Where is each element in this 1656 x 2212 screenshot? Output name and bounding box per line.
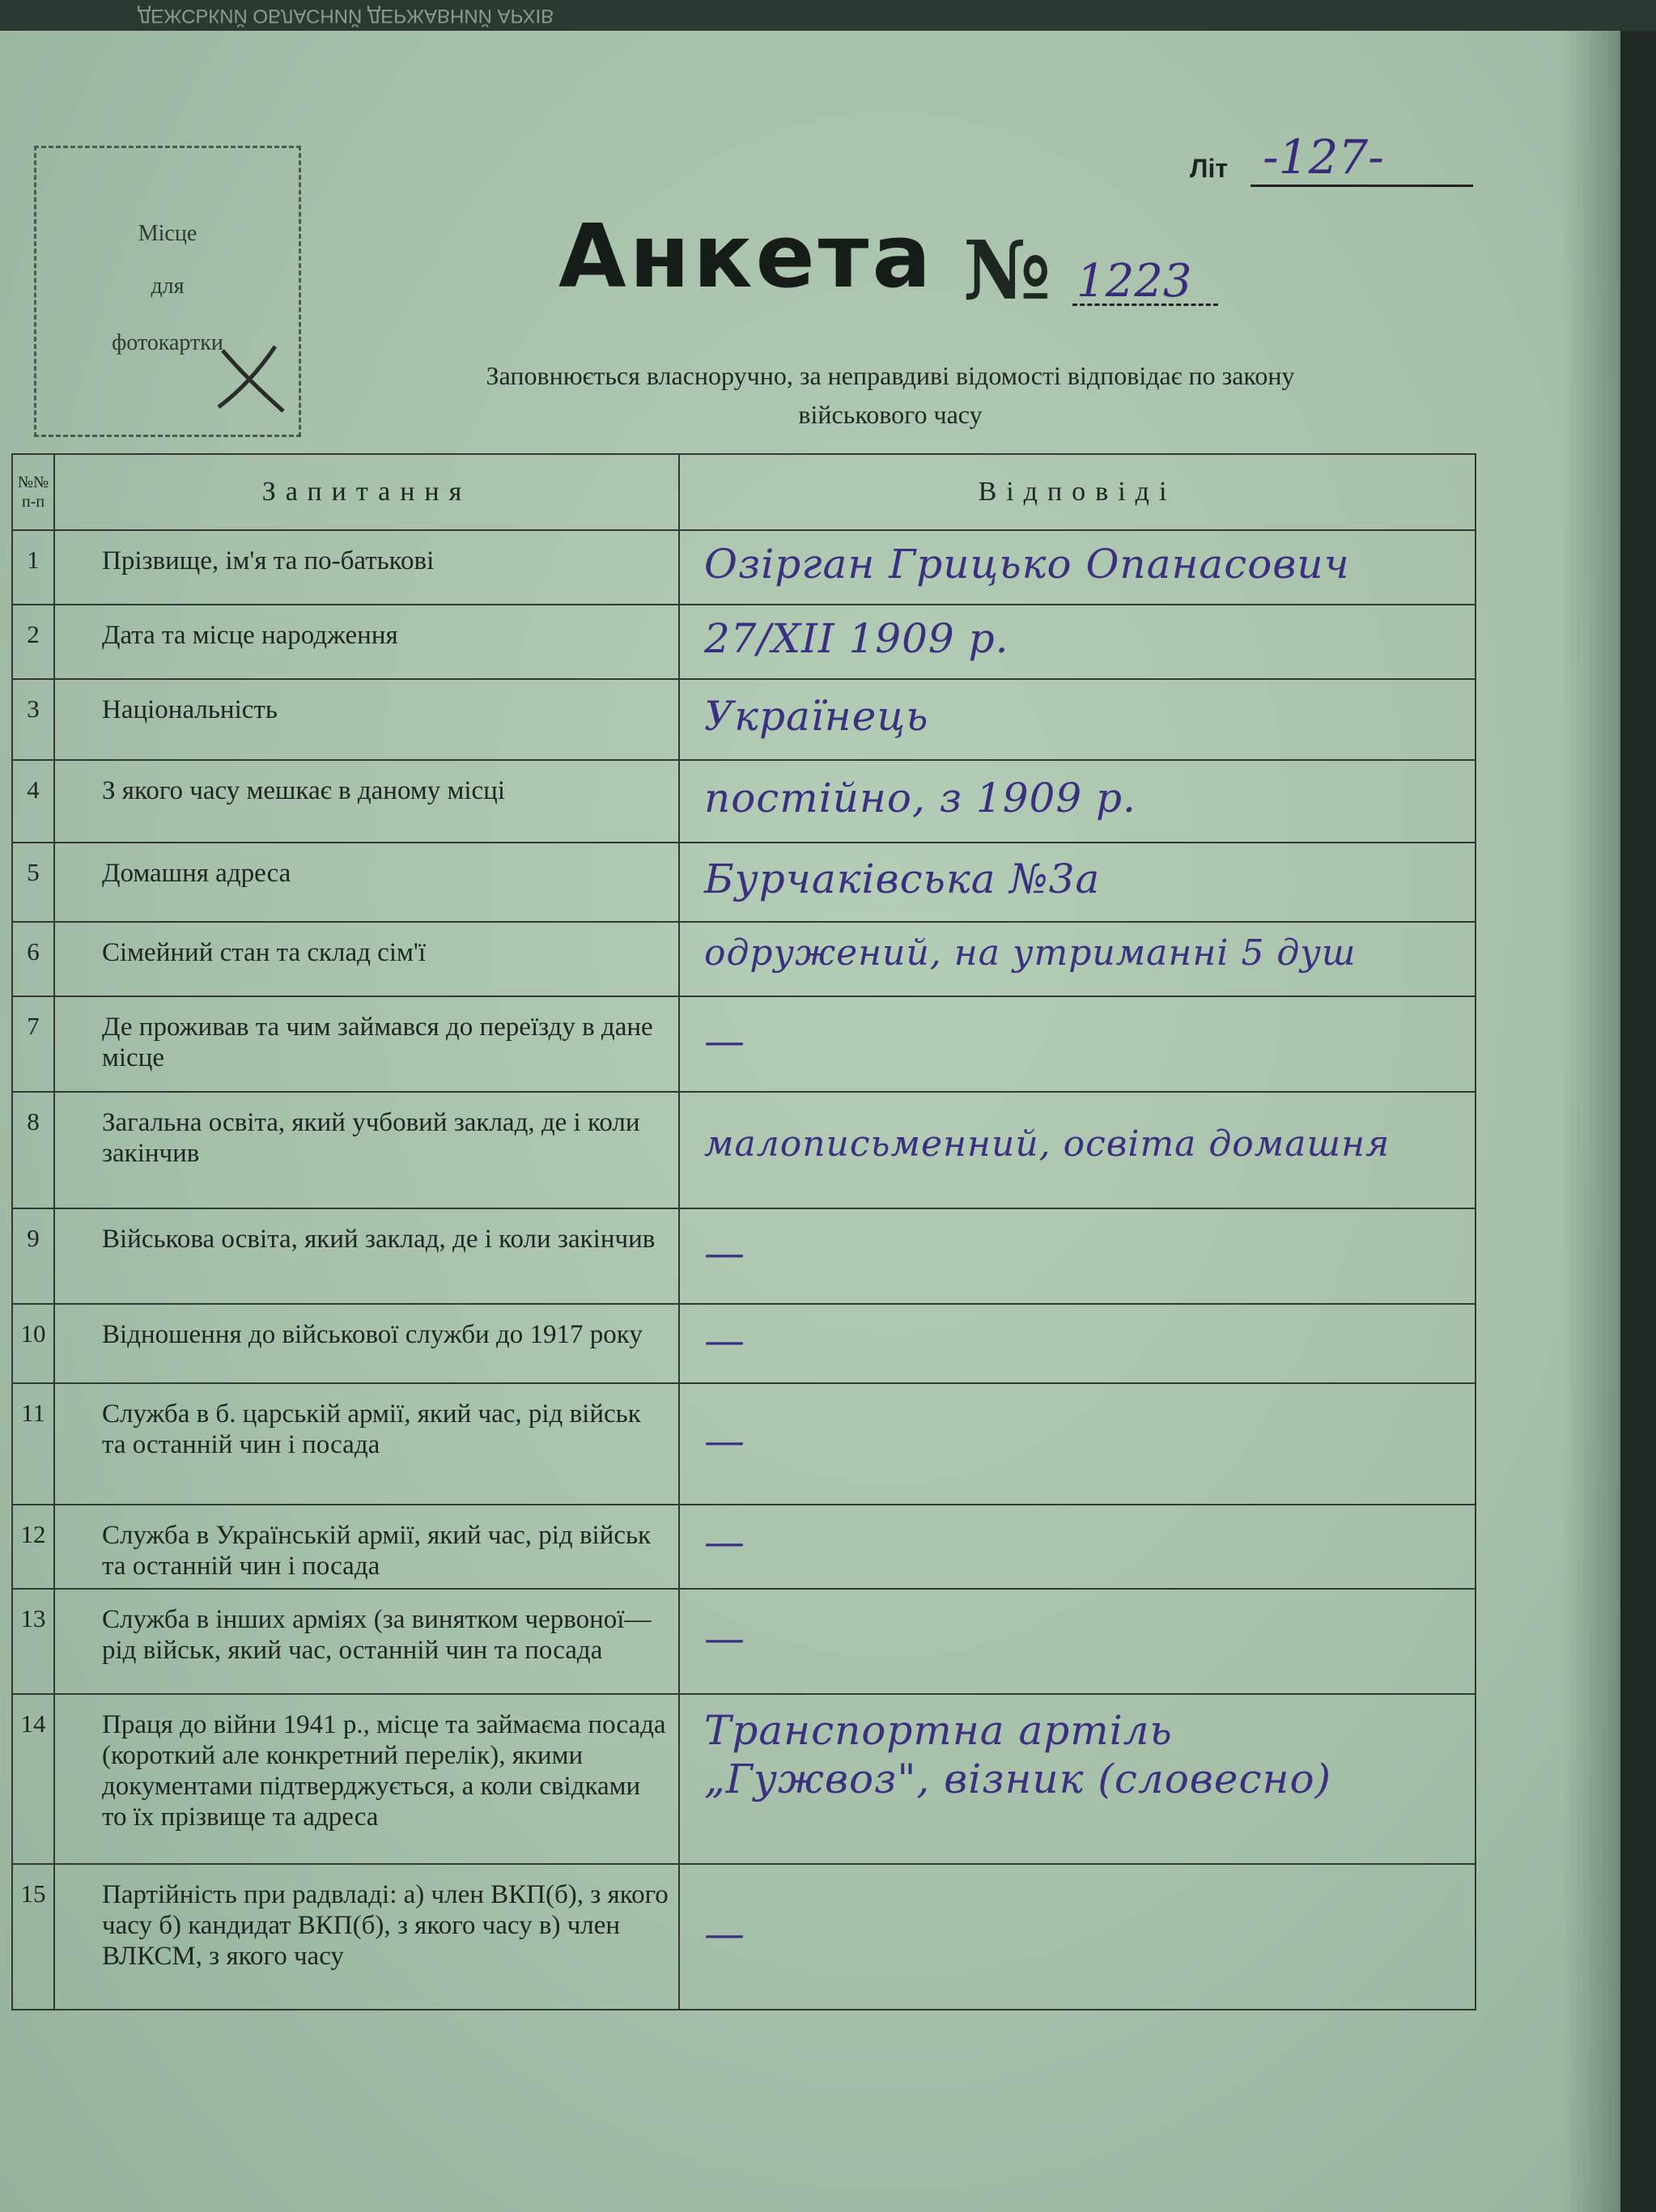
row-number: 13 [12, 1589, 54, 1694]
table-row [12, 679, 1476, 760]
row-number: 1 [12, 530, 54, 605]
table-row [12, 605, 1476, 679]
row-number: 14 [12, 1694, 54, 1864]
row-question: Відношення до військової служби до 1917 року [54, 1304, 679, 1383]
handwritten-answer: Озірган Грицько Опанасович [704, 541, 1350, 588]
row-answer-cell [679, 1383, 1476, 1505]
row-question: З якого часу мешкає в даному місці [54, 760, 679, 843]
row-question: Сімейний стан та склад сім'ї [54, 922, 679, 996]
row-number: 7 [12, 996, 54, 1092]
page-title: Анкета [558, 206, 935, 308]
bleed-through-text: ДЕЖСЬКИЙ ОБЛАСНИЙ ДЕРЖАВНИЙ АРХІВ [138, 5, 554, 27]
photo-label-3: фотокартки [112, 330, 223, 355]
table-row [12, 1208, 1476, 1304]
row-question: Дата та місце народження [54, 605, 679, 679]
row-question: Прізвище, ім'я та по-батькові [54, 530, 679, 605]
row-question: Домашня адреса [54, 843, 679, 922]
questionnaire-table [11, 453, 1476, 2010]
instruction-note [324, 356, 1457, 434]
instruction-line-1: Заповнюється власноручно, за неправдиві відомості відповідає по закону [486, 361, 1295, 390]
row-number: 12 [12, 1505, 54, 1589]
row-answer-cell [679, 1589, 1476, 1694]
row-number: 4 [12, 760, 54, 843]
handwritten-answer: — [704, 1910, 745, 1957]
handwritten-answer: — [704, 1017, 745, 1064]
row-answer-cell [679, 1208, 1476, 1304]
table-row [12, 922, 1476, 996]
row-answer-cell [679, 922, 1476, 996]
row-question: Служба в інших арміях (за винятком червоної—рід військ, який час, останній чин та посада [54, 1589, 679, 1694]
row-question: Праця до війни 1941 р., місце та займаєма посада (короткий але конкретний перелік), якими документами підтверджується, а коли свідками то їх прізвище та адреса [54, 1694, 679, 1864]
photo-label-1: Місце [138, 221, 197, 246]
row-answer-cell [679, 843, 1476, 922]
lit-underline [1250, 185, 1473, 187]
photo-placeholder [34, 146, 301, 437]
handwritten-answer: — [704, 1229, 745, 1276]
row-answer-cell [679, 1864, 1476, 2010]
table-header-row [12, 454, 1476, 530]
page-edge-shadow [1562, 0, 1619, 2212]
row-number: 10 [12, 1304, 54, 1383]
row-number: 6 [12, 922, 54, 996]
table-row [12, 1092, 1476, 1208]
row-number: 11 [12, 1383, 54, 1505]
handwritten-answer: одружений, на утриманні 5 душ [704, 932, 1357, 974]
table-row [12, 1694, 1476, 1864]
row-number: 15 [12, 1864, 54, 2010]
table-row [12, 760, 1476, 843]
table-row [12, 1864, 1476, 2010]
handwritten-answer: 27/XII 1909 р. [704, 615, 1009, 662]
row-question: Національність [54, 679, 679, 760]
table-row [12, 996, 1476, 1092]
row-answer-cell [679, 996, 1476, 1092]
row-question: Де проживав та чим займався до переїзду в дане місце [54, 996, 679, 1092]
table-row [12, 1304, 1476, 1383]
table-row [12, 843, 1476, 922]
row-answer-cell [679, 605, 1476, 679]
handwritten-answer: — [704, 1417, 745, 1464]
row-number: 5 [12, 843, 54, 922]
table-row [12, 530, 1476, 605]
row-question: Партійність при радвладі: а) член ВКП(б), з якого часу б) кандидат ВКП(б), з якого часу в) член ВЛКСМ, з якого часу [54, 1864, 679, 2010]
handwritten-answer: постійно, з 1909 р. [704, 775, 1136, 822]
col-number-header: №№ п-п [12, 454, 54, 530]
row-question: Загальна освіта, який учбовий заклад, де і коли закінчив [54, 1092, 679, 1208]
row-answer-cell [679, 1694, 1476, 1864]
handwritten-answer: Транспортна артіль „Гужвоз", візник (словесно) [704, 1707, 1332, 1802]
row-answer-cell [679, 760, 1476, 843]
lit-label: Літ [1190, 154, 1229, 183]
form-number: 1223 [1076, 255, 1192, 308]
handwritten-answer: — [704, 1518, 745, 1565]
row-question: Служба в б. царській армії, який час, рід військ та останній чин і посада [54, 1383, 679, 1505]
table-row [12, 1505, 1476, 1589]
form-number-underline [1072, 304, 1218, 306]
row-answer-cell [679, 1092, 1476, 1208]
handwritten-answer: — [704, 1615, 745, 1662]
handwritten-answer: — [704, 1317, 745, 1364]
row-answer-cell [679, 1304, 1476, 1383]
handwritten-x-mark [206, 338, 295, 419]
row-answer-cell [679, 679, 1476, 760]
instruction-line-2: військового часу [798, 400, 983, 429]
col-answer-header: Відповіді [679, 454, 1476, 530]
handwritten-answer: малописьменний, освіта домашня [704, 1123, 1391, 1165]
row-number: 2 [12, 605, 54, 679]
table-row [12, 1383, 1476, 1505]
previous-page-strip [0, 0, 1656, 31]
row-number: 3 [12, 679, 54, 760]
row-number: 9 [12, 1208, 54, 1304]
handwritten-answer: Українець [704, 693, 929, 740]
handwritten-answer: Бурчаківська №3а [704, 856, 1101, 902]
lit-value: -127- [1263, 129, 1384, 185]
row-question: Служба в Українській армії, який час, рід військ та останній чин і посада [54, 1505, 679, 1589]
number-sign: № [963, 223, 1051, 318]
row-question: Військова освіта, який заклад, де і коли закінчив [54, 1208, 679, 1304]
col-question-header: Запитання [54, 454, 679, 530]
row-answer-cell [679, 1505, 1476, 1589]
table-row [12, 1589, 1476, 1694]
row-answer-cell [679, 530, 1476, 605]
row-number: 8 [12, 1092, 54, 1208]
photo-label-2: для [151, 274, 185, 299]
